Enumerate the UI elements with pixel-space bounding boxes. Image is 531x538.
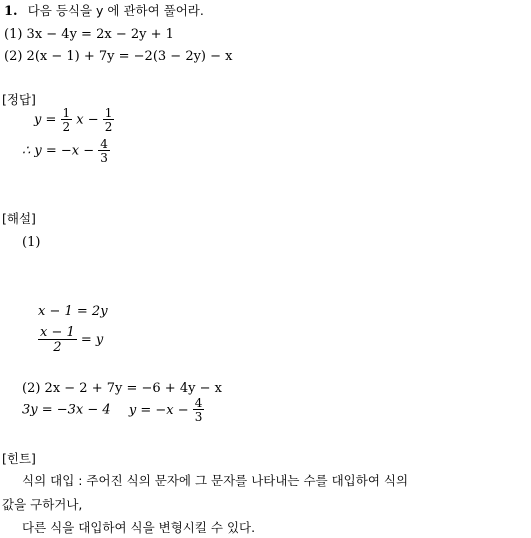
explanation-part2-line-1: (2) 2x − 2 + 7y = −6 + 4y − x [22,381,222,396]
answer-line-2 [22,138,110,164]
answer-heading: [정답] [2,92,36,107]
explanation-part2-fraction-num: 4 [194,396,203,410]
answer-fraction-3-den: 3 [100,151,108,165]
explanation-heading: [해설] [2,211,36,226]
explanation-part2-eq-a: 3y = −3x − 4 [22,402,111,418]
answer-fraction-1 [61,107,73,133]
explanation-part2-fraction [193,397,205,423]
hint-heading: [힌트] [2,451,36,466]
answer-line1-mid: x − [76,112,99,128]
answer-fraction-1-den: 2 [62,120,71,134]
problem-part-1: (1) 3x − 4y = 2x − 2y + 1 [4,27,174,42]
explanation-part2-eq-b: y = −x − [128,402,189,418]
explanation-part2-fraction-den: 3 [194,410,203,424]
explanation-step2-fraction [38,326,77,354]
explanation-step2-den: 2 [38,339,77,354]
hint-line-3: 다른 식을 대입하여 식을 변형시킬 수 있다. [22,520,256,535]
answer-fraction-1-num: 1 [62,106,71,120]
explanation-step-2 [38,326,103,354]
hint-line-2: 값을 구하거나, [2,497,83,512]
problem-header [4,5,204,18]
answer-fraction-2-den: 2 [104,120,113,134]
answer-line-1 [34,107,114,133]
answer-line2-lhs: ∴ y = −x − [22,143,95,159]
explanation-step-1: x − 1 = 2y [38,304,108,319]
problem-number: 1. [4,4,18,19]
answer-fraction-3-num: 4 [100,137,108,151]
answer-line1-lhs: y = [34,112,57,128]
explanation-part1-label: (1) [22,235,41,250]
problem-part-2: (2) 2(x − 1) + 7y = −2(3 − 2y) − x [4,49,233,64]
problem-instruction: 다음 등식을 y 에 관하여 풀어라. [27,3,204,18]
answer-fraction-2-num: 1 [104,106,113,120]
explanation-step2-rhs: = y [80,332,104,348]
hint-line-1: 식의 대입 : 주어진 식의 문자에 그 문자를 나타내는 수를 대입하여 식의 [22,473,409,488]
explanation-part2-line-2 [22,397,204,423]
answer-fraction-2 [103,107,115,133]
explanation-step2-num: x − 1 [40,325,75,340]
answer-fraction-3 [98,138,110,164]
